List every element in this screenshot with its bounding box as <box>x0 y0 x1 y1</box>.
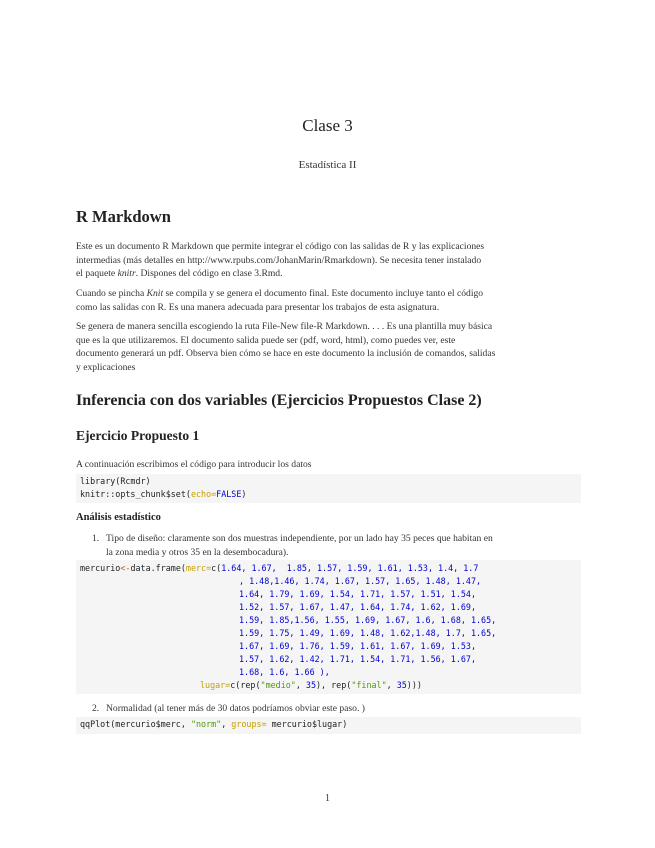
code-line: 1.68, 1.6, 1.66 ), <box>239 667 330 677</box>
code-line: library(Rcmdr) <box>80 476 151 486</box>
paragraph-line: como las salidas con R. Es una manera adecuada para presentar los trabajos de esta asignatura. <box>76 301 440 313</box>
code-line: knitr::opts_chunk$set(echo=FALSE) <box>80 489 247 499</box>
code-block-data-frame <box>76 560 581 694</box>
page-number: 1 <box>325 793 330 804</box>
code-line: qqPlot(mercurio$merc, "norm", groups= mercurio$lugar) <box>80 719 348 729</box>
paragraph-knit <box>76 287 581 314</box>
list-line: la zona media y otros 35 en la desembocadura). <box>106 546 289 558</box>
code-line: lugar=c(rep("medio", 35), rep("final", 35))) <box>200 680 422 690</box>
paragraph-code-intro <box>76 458 581 472</box>
paragraph-line: y explicaciones <box>76 361 136 373</box>
paragraph-line: que es la que utilizaremos. El documento salida puede ser (pdf, word, html), como puedes ver, este <box>76 334 456 346</box>
code-line: 1.59, 1.85,1.56, 1.55, 1.69, 1.67, 1.6, 1.68, 1.65, <box>239 615 497 625</box>
subsection-heading-ejercicio: Ejercicio Propuesto 1 <box>76 428 200 443</box>
list-line: Normalidad (al tener más de 30 datos podríamos obviar este paso. ) <box>106 703 365 714</box>
code-line: 1.67, 1.69, 1.76, 1.59, 1.61, 1.67, 1.69, 1.53, <box>239 641 476 651</box>
paragraph-template <box>76 320 581 374</box>
code-line: , 1.48,1.46, 1.74, 1.67, 1.57, 1.65, 1.48, 1.47, <box>239 576 482 586</box>
code-line: 1.59, 1.75, 1.49, 1.69, 1.48, 1.62,1.48, 1.7, 1.65, <box>239 628 497 638</box>
code-line: 1.64, 1.79, 1.69, 1.54, 1.71, 1.57, 1.51, 1.54, <box>239 589 476 599</box>
code-block-setup <box>76 474 581 503</box>
list-number: 2. <box>92 703 100 714</box>
list-item-2 <box>92 702 581 716</box>
subsubsection-heading-analisis: Análisis estadístico <box>76 512 161 523</box>
paragraph-line: intermedias (más detalles en http://www.rpubs.com/JohanMarin/Rmarkdown). Se necesita tener instalado <box>76 254 482 266</box>
list-number: 1. <box>92 533 100 544</box>
list-item-1 <box>92 532 581 559</box>
paragraph-line: Este es un documento R Markdown que permite integrar el código con las salidas de R y las explicaciones <box>76 241 485 252</box>
code-line: mercurio<-data.frame(merc=c(1.64, 1.67, 1.85, 1.57, 1.59, 1.61, 1.53, 1.4, 1.7 <box>80 563 479 573</box>
document-title: Clase 3 <box>302 116 353 135</box>
paragraph-line: Se genera de manera sencilla escogiendo la ruta File-New file-R Markdown. . . . Es una plantilla muy básica <box>76 321 493 332</box>
list-line: Tipo de diseño: claramente son dos muestras independiente, por un lado hay 35 peces que habitan en <box>106 533 493 544</box>
code-line: 1.57, 1.62, 1.42, 1.71, 1.54, 1.71, 1.56, 1.67, <box>239 654 476 664</box>
paragraph-intro <box>76 240 581 281</box>
paragraph-line: documento generará un pdf. Observa bien cómo se hace en este documento la inclusión de comandos, salidas <box>76 348 496 359</box>
paragraph-line: el paquete knitr. Dispones del código en clase 3.Rmd. <box>76 268 283 279</box>
paragraph-line: Cuando se pincha Knit se compila y se genera el documento final. Este documento incluye tanto el código <box>76 288 484 299</box>
section-heading-inferencia: Inferencia con dos variables (Ejercicios Propuestos Clase 2) <box>76 392 482 409</box>
code-block-qqplot <box>76 717 581 734</box>
section-heading-r-markdown: R Markdown <box>76 207 171 226</box>
document-subtitle: Estadística II <box>298 159 357 171</box>
code-line: 1.52, 1.57, 1.67, 1.47, 1.64, 1.74, 1.62, 1.69, <box>239 602 476 612</box>
paragraph-line: A continuación escribimos el código para introducir los datos <box>76 459 312 470</box>
